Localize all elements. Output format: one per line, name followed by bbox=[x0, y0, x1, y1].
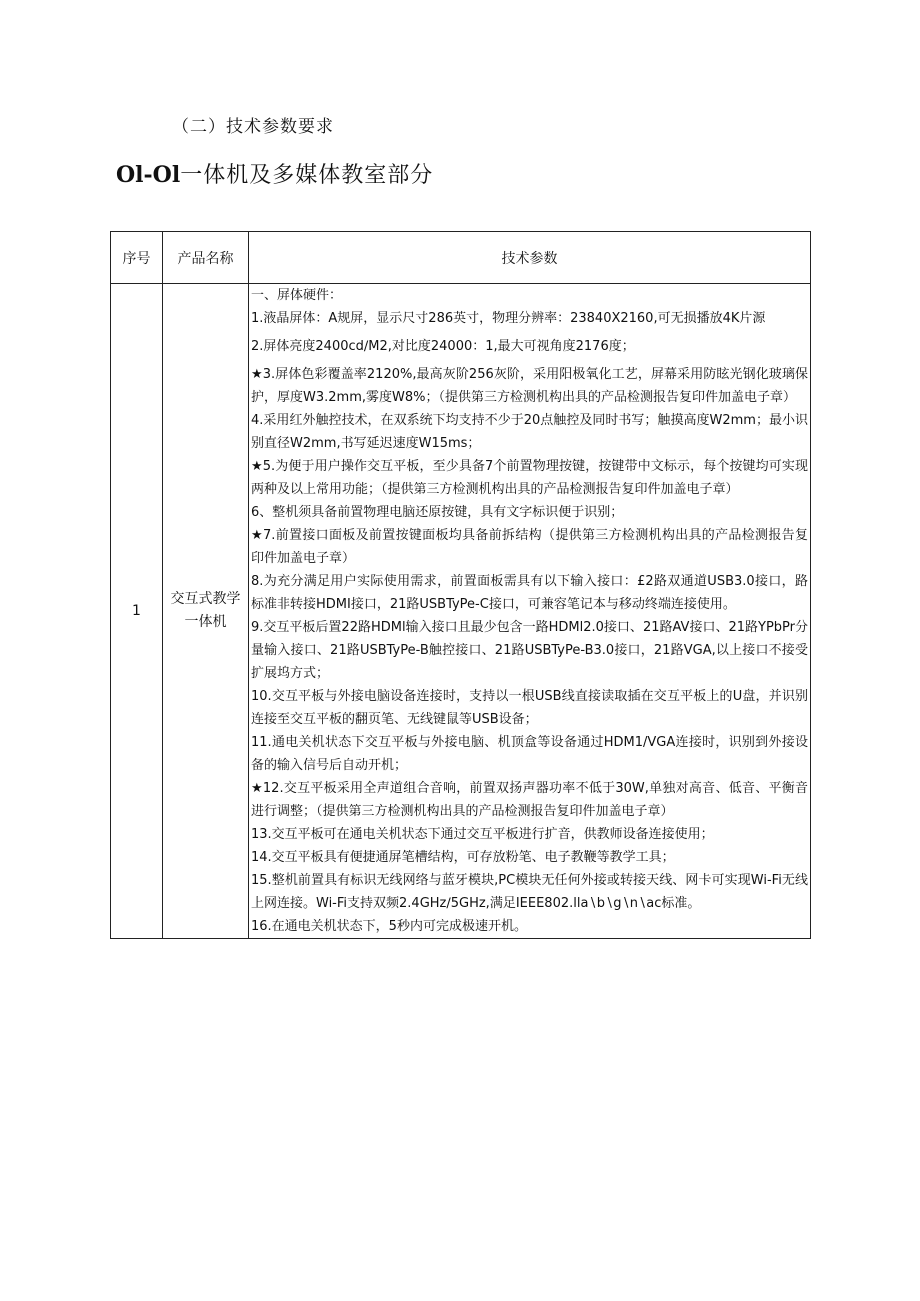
section-subtitle: （二）技术参数要求 bbox=[172, 117, 334, 137]
row-index: 1 bbox=[111, 284, 163, 939]
row-params-cell bbox=[249, 284, 811, 939]
table-row bbox=[111, 284, 811, 939]
param-line: 8.为充分满足用户实际使用需求，前置面板需具有以下输入接口：£2路双通道USB3.0接口，路标准非转接HDMI接口，21路USBTyPe-C接口，可兼容笔记本与移动终端连接使用。 bbox=[251, 574, 808, 612]
row-product-name: 交互式教学一体机 bbox=[163, 284, 249, 939]
table-header-row bbox=[111, 232, 811, 284]
param-line: ★7.前置接口面板及前置按键面板均具备前拆结构（提供第三方检测机构出具的产品检测报告复印件加盖电子章） bbox=[251, 528, 808, 566]
section-title bbox=[116, 158, 433, 189]
param-line: 1.液晶屏体：A规屏，显示尺寸286英寸，物理分辨率：23840X2160,可无损播放4K片源 bbox=[251, 311, 766, 326]
param-line: ★3.屏体色彩覆盖率2120%,最高灰阶256灰阶，采用阳极氧化工艺，屏幕采用防眩光钢化玻璃保护，厚度W3.2mm,雾度W8%；（提供第三方检测机构出具的产品检测报告复印件加盖电子章） bbox=[251, 367, 808, 405]
header-technical-params: 技术参数 bbox=[249, 232, 811, 284]
param-line: 14.交互平板具有便捷通屏笔槽结构，可存放粉笔、电子教鞭等教学工具； bbox=[251, 850, 675, 865]
section-title-prefix: Ol-Ol bbox=[116, 162, 181, 188]
header-product-name: 产品名称 bbox=[163, 232, 249, 284]
param-line: 2.屏体亮度2400cd∕M2,对比度24000：1,最大可视角度2176度； bbox=[251, 339, 635, 354]
param-line: 10.交互平板与外接电脑设备连接时，支持以一根USB线直接读取插在交互平板上的U盘，并识别连接至交互平板的翻页笔、无线键鼠等USB设备； bbox=[251, 689, 808, 727]
param-line: 一、屏体硬件： bbox=[251, 288, 343, 303]
param-line: 16.在通电关机状态下，5秒内可完成极速开机。 bbox=[251, 919, 527, 934]
param-line: 9.交互平板后置22路HDMl输入接口且最少包含一路HDMl2.0接口、21路AV接口、21路YPbPr分量输入接口、21路USBTyPe-B触控接口、21路USBTyPe-B3.0接口，21路VGA,以上接口不接受扩展坞方式； bbox=[251, 620, 808, 681]
param-line: 6、整机须具备前置物理电脑还原按键，具有文字标识便于识别； bbox=[251, 505, 624, 520]
param-line: 13.交互平板可在通电关机状态下通过交互平板进行扩音，供教师设备连接使用； bbox=[251, 827, 714, 842]
header-index: 序号 bbox=[111, 232, 163, 284]
param-line: ★12.交互平板采用全声道组合音响，前置双扬声器功率不低于30W,单独对高音、低音、平衡音进行调整；（提供第三方检测机构出具的产品检测报告复印件加盖电子章） bbox=[251, 781, 808, 819]
technical-parameters-table bbox=[110, 231, 811, 939]
param-line: 11.通电关机状态下交互平板与外接电脑、机顶盒等设备通过HDM1/VGA连接时，识别到外接设备的输入信号后自动开机； bbox=[251, 735, 809, 773]
param-line: 15.整机前置具有标识无线网络与蓝牙模块,PC模块无任何外接或转接天线、网卡可实现Wi-Fi无线上网连接。Wi-Fi支持双频2.4GHz∕5GHz,满足IEEE802.lla∖b∖g∖n∖ac标准。 bbox=[251, 873, 808, 911]
param-line: 4.采用红外触控技术，在双系统下均支持不少于20点触控及同时书写；触摸高度W2mm；最小识别直径W2mm,书写延迟速度W15ms； bbox=[251, 413, 808, 451]
section-title-text: 一体机及多媒体教室部分 bbox=[180, 163, 434, 188]
param-line: ★5.为便于用户操作交互平板，至少具备7个前置物理按键，按键带中文标示，每个按键均可实现两种及以上常用功能；（提供第三方检测机构出具的产品检测报告复印件加盖电子章） bbox=[251, 459, 808, 497]
